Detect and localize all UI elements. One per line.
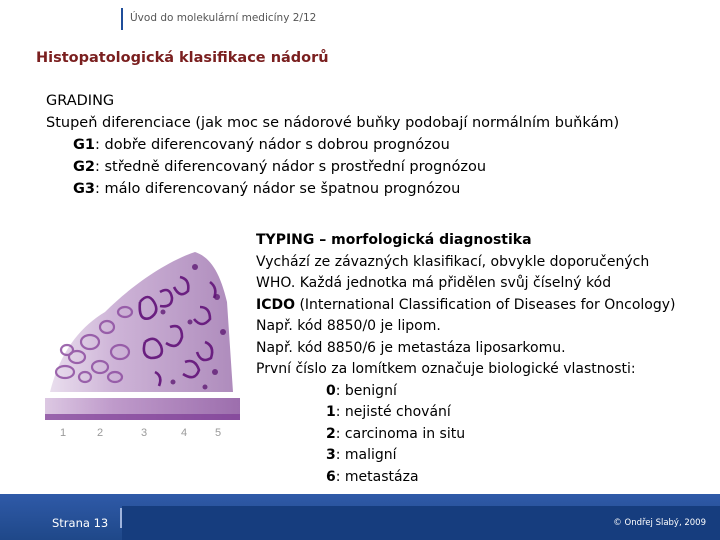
typing-example: Např. kód 8850/0 je lipom.	[256, 318, 441, 334]
typing-behavior-intro: První číslo za lomítkem označuje biologické vlastnosti:	[256, 361, 636, 377]
grade-code: G3	[73, 181, 95, 197]
typing-line: Vychází ze závazných klasifikací, obvykle doporučených	[256, 253, 650, 270]
typing-section	[256, 230, 676, 488]
header-course-title: Úvod do molekulární medicíny 2/12	[130, 12, 317, 24]
copyright-notice: © Ondřej Slabý, 2009	[613, 518, 706, 528]
behavior-text: : nejisté chování	[335, 404, 451, 420]
typing-example: Např. kód 8850/6 je metastáza liposarkomu.	[256, 339, 566, 356]
behavior-code: 6	[326, 468, 336, 485]
grade-text: : středně diferencovaný nádor s prostřední prognózou	[95, 159, 487, 175]
behavior-code-list	[256, 381, 676, 489]
figure-grade-label: 5	[215, 427, 222, 439]
icdo-label: ICDO	[256, 296, 296, 313]
typing-heading: TYPING – morfologická diagnostika	[256, 232, 532, 248]
behavior-code-item	[326, 424, 676, 446]
behavior-code-item	[326, 445, 676, 467]
grading-section	[46, 90, 619, 200]
tumor-grade-histology-figure	[45, 232, 240, 442]
grading-heading: GRADING	[46, 93, 115, 109]
footer-divider	[120, 508, 122, 528]
behavior-text: : benigní	[335, 382, 397, 399]
behavior-code-item	[326, 467, 676, 489]
behavior-text: : metastáza	[335, 468, 419, 485]
figure-grade-label: 4	[181, 427, 188, 439]
behavior-text: : carcinoma in situ	[335, 425, 466, 442]
slide-title: Histopatologická klasifikace nádorů	[36, 50, 329, 66]
grade-text: : málo diferencovaný nádor se špatnou prognózou	[95, 181, 461, 197]
behavior-code: 1	[326, 404, 336, 420]
grading-item-g1	[46, 134, 619, 156]
figure-grade-label: 2	[97, 427, 104, 439]
typing-line: WHO. Každá jednotka má přidělen svůj číselný kód	[256, 275, 612, 291]
histology-illustration	[45, 232, 240, 442]
page-number: Strana 13	[52, 516, 109, 530]
behavior-code-item	[326, 381, 676, 403]
icdo-description: (International Classification of Diseases for Oncology)	[295, 296, 676, 313]
grading-item-g3	[46, 178, 619, 200]
behavior-text: : maligní	[335, 447, 397, 463]
figure-grade-label: 1	[60, 427, 67, 439]
behavior-code: 3	[326, 447, 336, 463]
grading-description: Stupeň diferenciace (jak moc se nádorové buňky podobají normálním buňkám)	[46, 115, 620, 131]
behavior-code: 0	[326, 382, 336, 399]
grade-code: G1	[73, 137, 95, 153]
grade-code: G2	[73, 159, 95, 175]
behavior-code: 2	[326, 425, 336, 442]
header-divider	[121, 8, 123, 30]
grading-item-g2	[46, 156, 619, 178]
grade-text: : dobře diferencovaný nádor s dobrou prognózou	[95, 137, 450, 153]
behavior-code-item	[326, 402, 676, 424]
typing-icdo-line	[256, 295, 676, 317]
figure-grade-label: 3	[141, 427, 148, 439]
